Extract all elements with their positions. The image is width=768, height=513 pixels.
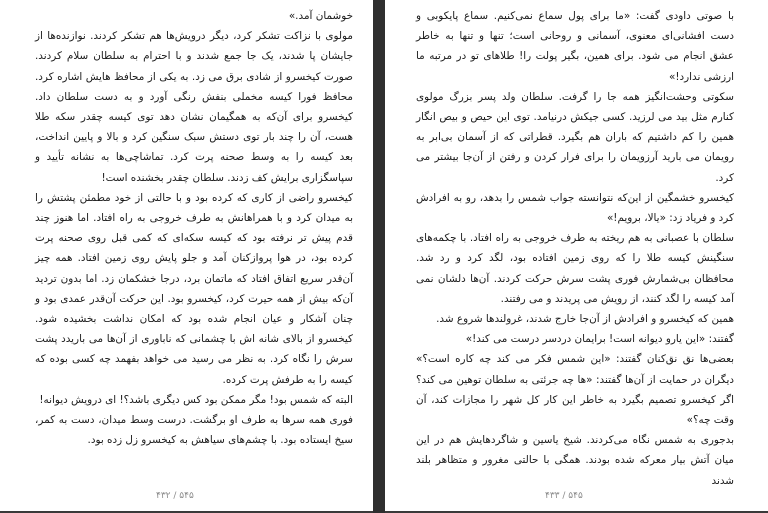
- paragraph: بدجوری به شمس نگاه می‌کردند. شیخ یاسین و شاگردهایش هم در این میان آتش بیار معرکه شده بودند. همگی با حالتی مغرور و متظاهر بلند شدند: [416, 434, 734, 487]
- page-gutter: [373, 0, 385, 513]
- paragraph: کیخسرو خشمگین از این‌که نتوانسته جواب شمس را بدهد، رو به افرادش کرد و فریاد زد: «یالا، برویم!»: [416, 191, 734, 225]
- paragraph: کیخسرو راضی از کاری که کرده بود و با حالتی از خود مطمئن پشتش را به میدان کرد و با همراهانش به طرف خروجی به راه افتاد. اما هنوز چند قدم پیش تر نرفته بود که کیسه سکه‌ای که کمی قبل روی صحنه پرت کرده بود، در هوا پروازکنان آمد و جلو پایش روی زمین افتاد. همه چیز آن‌قدر سریع اتفاق افتاد که ماتمان برد، درجا خشکمان زد. اما بدون تردید آن‌که بیش از همه حیرت کرد، کیخسرو بود. این حرکت آن‌قدر عمدی بود و چنان آشکار و عیان انجام شده بود که امکان نداشت بخشیده شود. کیخسرو از بالای شانه اش با چشمانی که ناباوری از آن‌ها می باریدد پشت سرش را نگاه کرد. به نظر می رسید می خواهد بفهمد چه کسی بوده که کیسه را به طرفش پرت کرده.: [35, 191, 353, 386]
- paragraph: گفتند: «این یارو دیوانه است! برایمان دردسر درست می کند!»: [465, 333, 734, 346]
- paragraph: مولوی با نزاکت تشکر کرد، دیگر درویش‌ها هم تشکر کردند. نوازنده‌ها از جایشان پا شدند، یک جا جمع شدند و با احترام به سلطان سلام کردند. صورت کیخسرو از شادی برق می زد. به یکی از محافظ هایش اشاره کرد. محافظ فورا کیسه مخملی بنفش رنگی آورد و به دست سلطان داد. کیخسرو برای آن‌که به همگیمان نشان دهد توی کیسه چقدر سکه طلا هست، آن را چند بار توی دستش سبک سنگین کرد و بالا و پایین انداخت، بعد کیسه را به وسط صحنه پرت کرد. تماشاچی‌ها به نشانه تأیید و سپاسگزاری برایش کف زدند. سلطان چقدر بخشنده است!: [35, 30, 353, 184]
- paragraph: بعضی‌ها نق نق‌کنان گفتند: «این شمس فکر می کند چه کاره است؟» دیگران در حمایت از آن‌ها گفتند: «ها چه جرئتی به سلطان توهین می کند؟ اگر کیخسرو تصمیم بگیرد به خاطر این کار کل شهر را مجازات کند، آن وقت چه؟»: [416, 353, 734, 427]
- paragraph: البته که شمس بود! مگر ممکن بود کس دیگری باشد؟! ای درویش دیوانه!: [39, 393, 353, 406]
- paragraph: فوری همه سرها به طرف او برگشت. درست وسط میدان، دست به کمر، سیخ ایستاده بود. با چشم‌های سیاهش به کیخسرو زل زده بود.: [35, 414, 353, 447]
- paragraph: همین که کیخسرو و افرادش از آن‌جا خارج شدند، غرولندها شروع شد.: [436, 313, 734, 326]
- right-page-text: [416, 6, 734, 491]
- paragraph: با صوتی داودی گفت: «ما برای پول سماع نمی‌کنیم. سماع پایکوبی و دست افشانی‌ای معنوی، آسمانی و روحانی است؛ تنها و تنها به خاطر عشق انجام می شود. برای همین، بگیر پولت را! طلاهای تو در مرتبه ما ارزشی ندارد!»: [416, 10, 734, 83]
- left-page-text: [35, 6, 353, 450]
- paragraph: خوشمان آمد.»: [288, 10, 353, 22]
- page-number: ۵۴۵ / ۴۳۲: [156, 491, 194, 501]
- paragraph: سکوتی وحشت‌انگیز همه جا را گرفت. سلطان ولد پسر بزرگ مولوی کنارم مثل بید می لرزید. کسی جیکش درنیامد. توی این حیص و بیص انگار همین را کم داشتیم که باران هم بگیرد. قطراتی که از آسمان بی‌ابر به رویمان می بارید آرزویمان را برای فرار کردن و رفتن از آن‌جا بیشتر می کرد.: [416, 90, 734, 184]
- paragraph: سلطان با عصبانی به هم ریخته به طرف خروجی به راه افتاد. با چکمه‌های سنگینش کیسه طلا را که روی زمین افتاده بود، لگد کرد و رد شد. محافظان بی‌شمارش فوری پشت سرش حرکت کردند. آن‌ها دلشان نمی آمد کیسه را لگد کنند، از رویش می پریدند و می رفتند.: [416, 232, 734, 305]
- right-page: [385, 0, 768, 511]
- left-page: [0, 0, 373, 511]
- page-number: ۵۴۵ / ۴۳۳: [545, 491, 583, 501]
